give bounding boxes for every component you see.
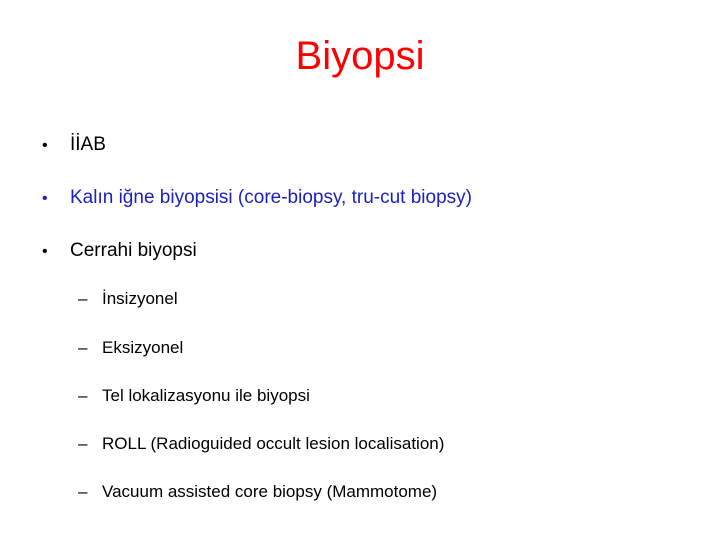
sub-bullet-text: Tel lokalizasyonu ile biyopsi xyxy=(102,386,310,405)
sub-bullet-text: Vacuum assisted core biopsy (Mammotome) xyxy=(102,482,438,501)
bullet-marker: • xyxy=(42,137,48,154)
sub-bullet-text: ROLL (Radioguided occult lesion localisation) xyxy=(102,434,445,453)
sub-bullet-item xyxy=(78,385,310,407)
bullet-marker: • xyxy=(42,243,48,260)
bullet-item xyxy=(42,133,106,158)
sub-bullet-marker: – xyxy=(78,386,88,405)
sub-bullet-marker: – xyxy=(78,338,88,357)
bullet-text: Cerrahi biyopsi xyxy=(70,240,197,261)
bullet-item xyxy=(42,186,472,211)
bullet-text: Kalın iğne biyopsisi (core-biopsy, tru-cut biopsy) xyxy=(70,187,472,208)
sub-bullet-item xyxy=(78,433,444,455)
sub-bullet-item xyxy=(78,337,183,359)
sub-bullet-item xyxy=(78,481,437,503)
bullet-item xyxy=(42,239,197,264)
bullet-marker: • xyxy=(42,190,48,207)
sub-bullet-text: Eksizyonel xyxy=(102,338,184,357)
sub-bullet-marker: – xyxy=(78,289,88,308)
sub-bullet-item xyxy=(78,288,178,310)
sub-bullet-text: İnsizyonel xyxy=(102,289,178,308)
bullet-text: İİAB xyxy=(70,134,106,155)
sub-bullet-marker: – xyxy=(78,482,88,501)
slide-title: Biyopsi xyxy=(295,34,425,78)
sub-bullet-marker: – xyxy=(78,434,88,453)
